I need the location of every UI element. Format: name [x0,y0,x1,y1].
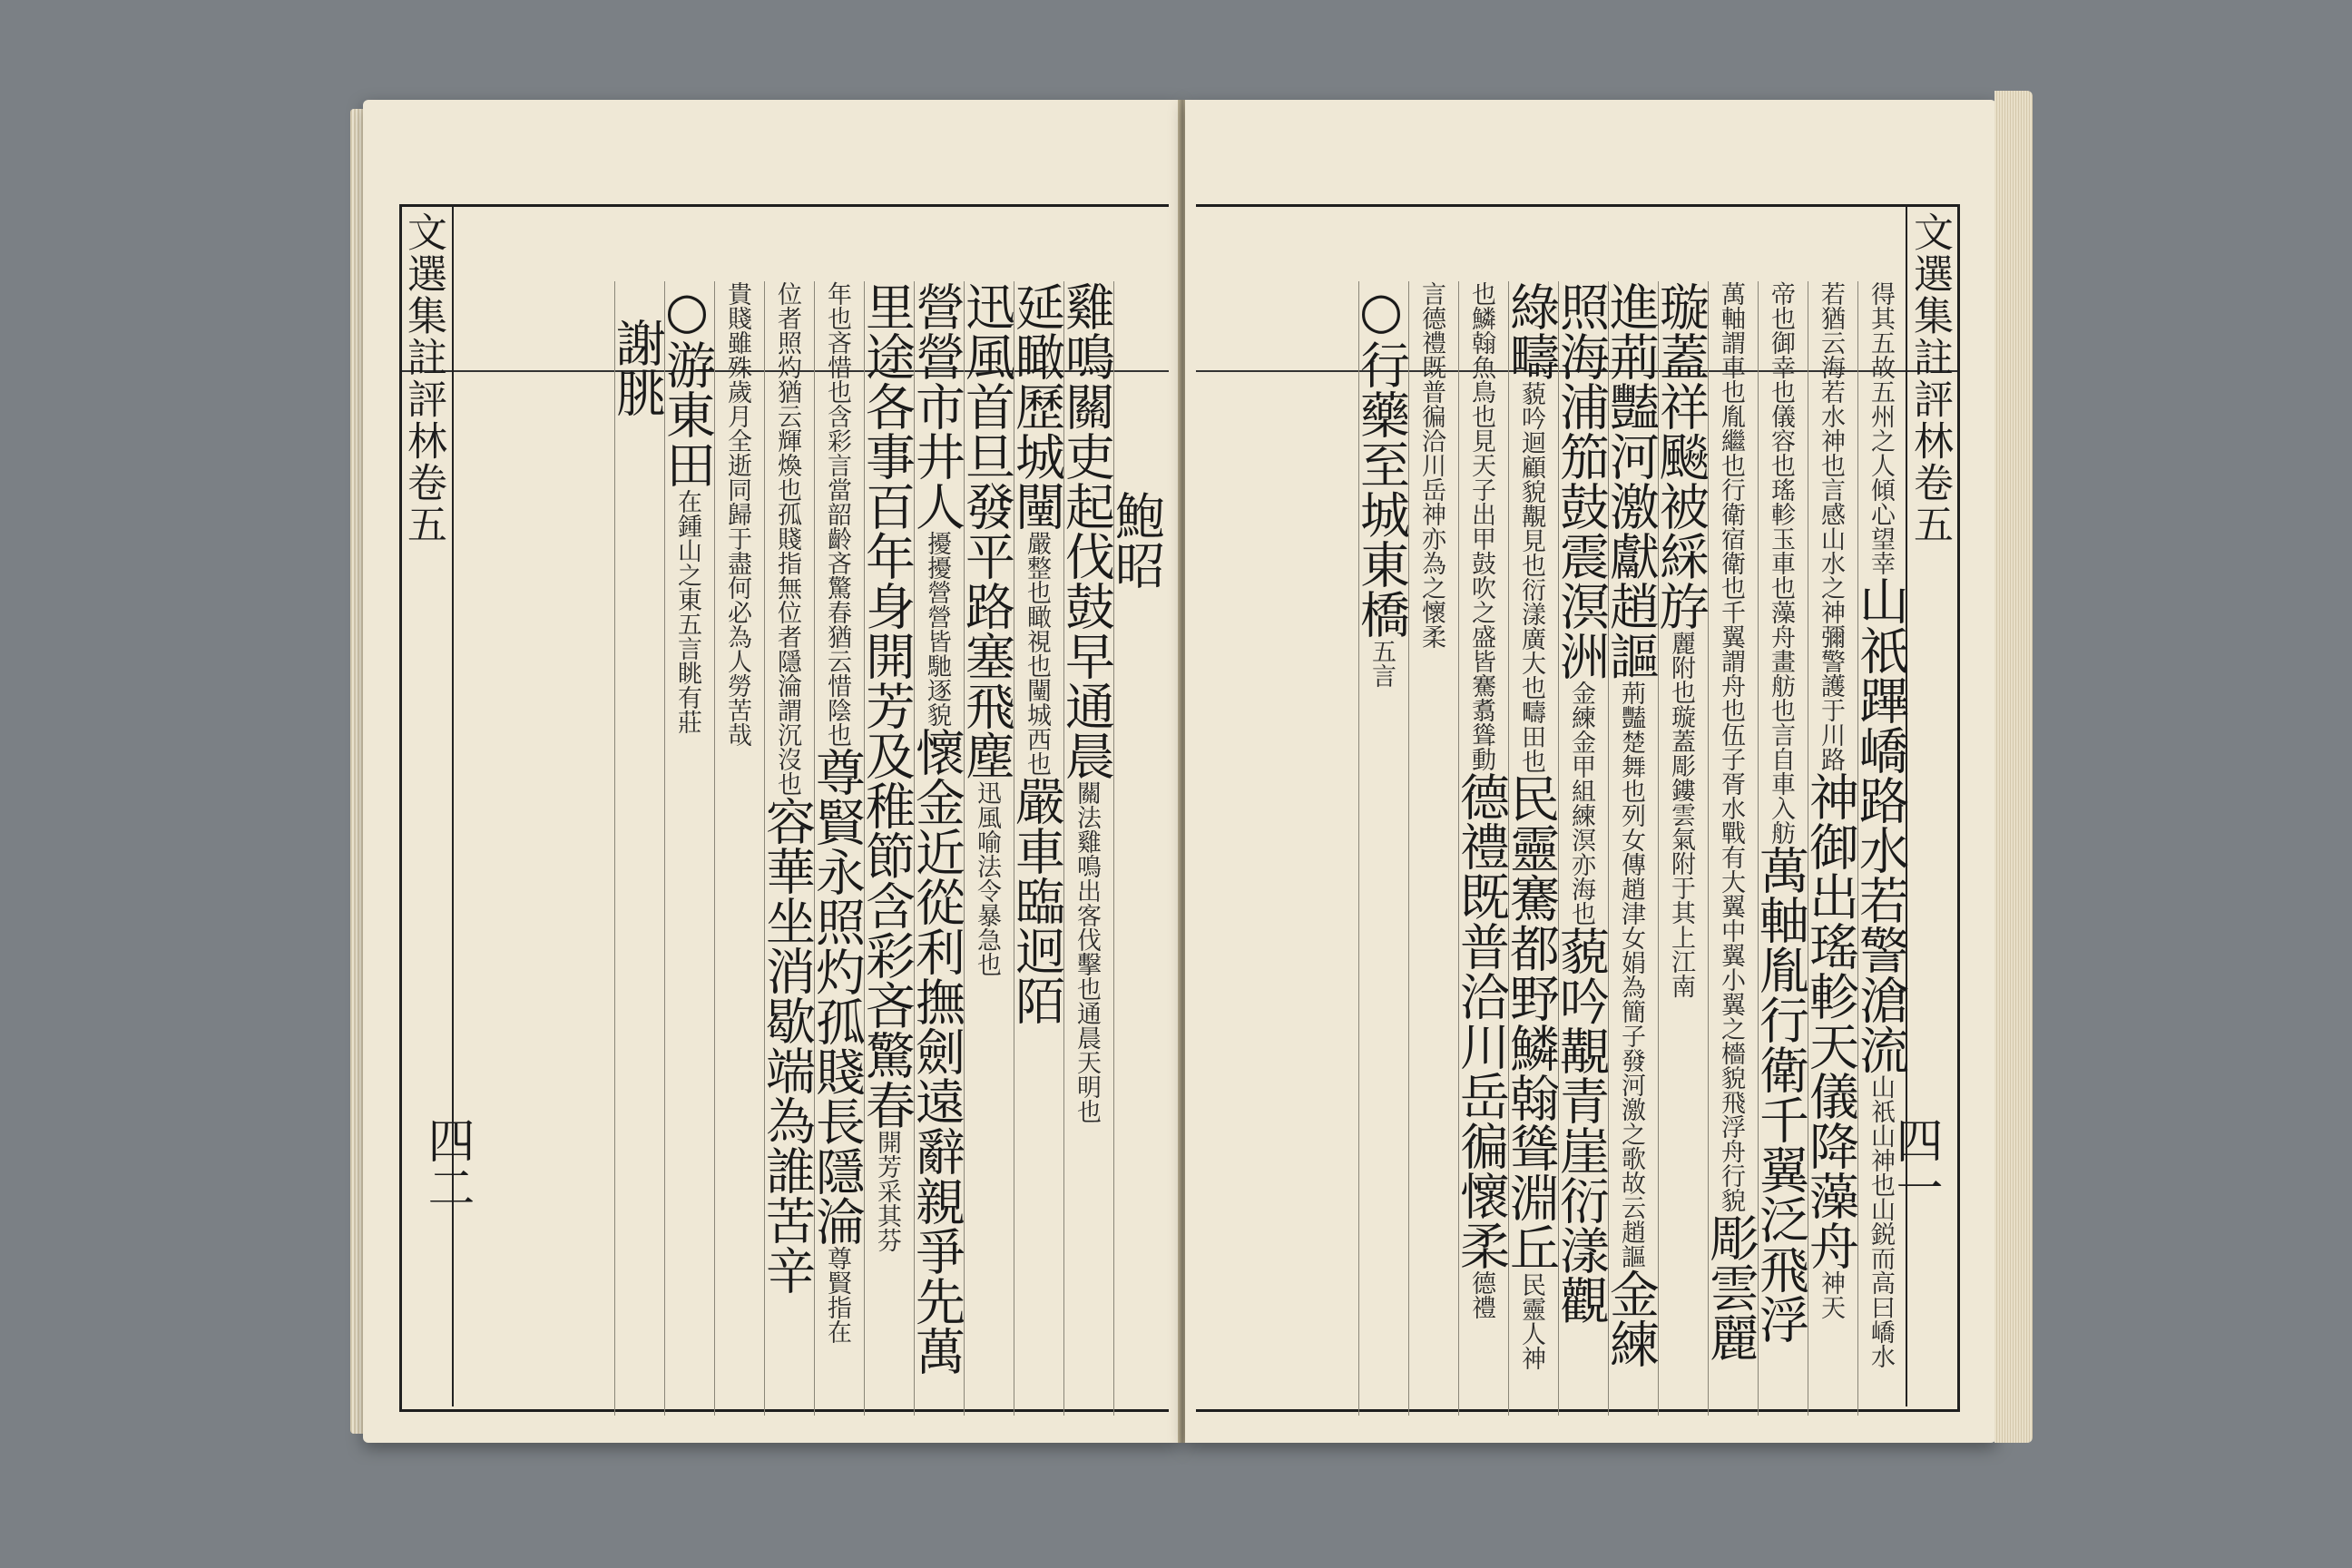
right-page-text-columns [1203,281,1909,1416]
text-column [1851,281,1909,1416]
main-text: 神御出瑤軫天儀降藻舟 [1801,771,1859,1270]
text-column [608,281,666,1416]
main-text: 營營市井人 [907,281,965,531]
annotation-text: 尊賢指在 [823,1246,851,1344]
text-column [1801,281,1859,1416]
main-text: 萬軸胤行衛千翼泛飛浮 [1751,845,1809,1344]
text-column [758,281,816,1416]
annotation-text: 位者照灼猶云輝煥也孤賤指無位者隱淪謂沉沒也 [773,281,801,796]
annotation-text: 民靈人神 [1517,1272,1545,1370]
main-text: 照海浦笳鼓震溟洲 [1552,281,1610,681]
main-text: ○游東田 [658,281,716,489]
main-text: 綠疇 [1502,281,1560,381]
right-banxin-title: 文選集註評林卷五 [1906,211,1953,545]
annotation-text: 麗附也璇蓋彫鏤雲氣附于其上江南 [1667,631,1695,998]
annotation-text: 得其五故五州之人傾心望幸 [1867,281,1895,575]
text-column [714,281,762,1416]
left-page-text-columns [454,281,1165,1416]
main-text: 雞鳴關吏起伐鼓 [1057,281,1115,631]
right-leaf-number: 四一 [1887,1116,1942,1210]
annotation-text: 也鱗翰魚鳥也見天子出甲鼓吹之盛皆騫翥聳動 [1467,281,1495,771]
left-page [363,100,1180,1443]
main-text: 璇蓋祥飈被綵斿 [1651,281,1710,631]
main-text: 延瞰歷城闉 [1007,281,1065,531]
text-column [1602,281,1660,1416]
annotation-text: 言德禮既普徧洽川岳神亦為之懷柔 [1417,281,1446,649]
annotation-text: 在鍾山之東五言眺有莊 [673,489,701,734]
text-column [808,281,866,1416]
author-name: 鮑昭 [1107,490,1165,590]
main-text: 早通晨 [1057,631,1115,780]
main-text: 金練 [1602,1269,1660,1368]
annotation-text: 關法雞鳴出客伐擊也通晨天明也 [1073,780,1101,1123]
right-page-banxin [1906,204,1960,1406]
main-text: 嚴車臨迥陌 [1007,776,1065,1025]
main-text: 尊賢永照灼孤賤長隱淪 [808,747,866,1246]
open-book [363,91,1996,1452]
text-column [1651,281,1710,1416]
text-column [1408,281,1456,1416]
text-column [1452,281,1510,1416]
right-page-edges [1994,91,2033,1443]
left-page-banxin [399,204,454,1406]
text-column [1107,281,1165,1416]
text-column [1552,281,1610,1416]
text-column [907,281,965,1416]
text-column [1701,281,1759,1416]
text-column [957,281,1015,1416]
main-text: 德禮既普洽川岳徧懷柔 [1452,771,1510,1270]
main-text: ○行藥至城東橋 [1352,281,1410,639]
annotation-text: 帝也御幸也儀容也瑤軫玉車也藻舟畫舫也言自車入舫 [1767,281,1795,845]
main-text: 迅風首旦發平路塞飛塵 [957,281,1015,780]
annotation-text: 迅風喻法令暴急也 [973,780,1001,976]
text-column [1057,281,1115,1416]
main-text: 懷金近從利撫劍遠辭親爭先萬 [907,727,965,1376]
annotation-text: 貴賤雖殊歲月全逝同歸于盡何必為人勞苦哉 [723,281,751,747]
annotation-text: 開芳采其芬 [873,1130,901,1252]
main-text: 進荊豔河激獻趙謳 [1602,281,1660,681]
annotation-text: 德禮 [1467,1270,1495,1319]
annotation-text: 藐吟迴顧貌覯見也衍漾廣大也疇田也 [1517,381,1545,773]
main-text: 彫雲麗 [1701,1212,1759,1362]
annotation-text: 金練金甲組練溟亦海也 [1567,681,1595,926]
text-column [1007,281,1065,1416]
right-page [1185,100,1996,1443]
text-column [1352,281,1410,1416]
main-text: 容華坐消歇端為誰苦辛 [758,796,816,1295]
annotation-text: 嚴整也瞰視也闉城西也 [1023,531,1051,776]
main-text: 藐吟覯青崖衍漾觀 [1552,926,1610,1325]
main-text: 里途各事百年身開芳及稚節含彩吝驚春 [858,281,916,1130]
main-text: 民靈騫都野鱗翰聳淵丘 [1502,773,1560,1272]
left-leaf-number: 四二 [419,1116,474,1210]
annotation-text: 五言 [1367,639,1396,688]
author-name: 謝朓 [608,318,666,417]
annotation-text: 神天 [1817,1270,1845,1319]
annotation-text: 若猶云海若水神也言感山水之神彌警護于川路 [1817,281,1845,771]
text-column [858,281,916,1416]
main-text: 山祇蹕嶠路水若警滄流 [1851,575,1909,1074]
annotation-text: 荊豔楚舞也列女傳趙津女娟為簡子發河激之歌故云趙謳 [1617,681,1645,1269]
text-column [658,281,716,1416]
annotation-text: 年也吝惜也含彩言當韶齡吝驚春猶云惜陰也 [823,281,851,747]
annotation-text: 山祇山神也山鋭而高曰嶠水 [1867,1074,1895,1368]
text-column [1751,281,1809,1416]
annotation-text: 萬軸謂車也胤繼也行衛宿衛也千翼謂舟也伍子胥水戰有大翼中翼小翼之檣貌飛浮舟行貌 [1717,281,1745,1212]
annotation-text: 擾擾營營皆馳逐貌 [923,531,951,727]
text-column [1502,281,1560,1416]
left-banxin-title: 文選集註評林卷五 [400,211,446,545]
